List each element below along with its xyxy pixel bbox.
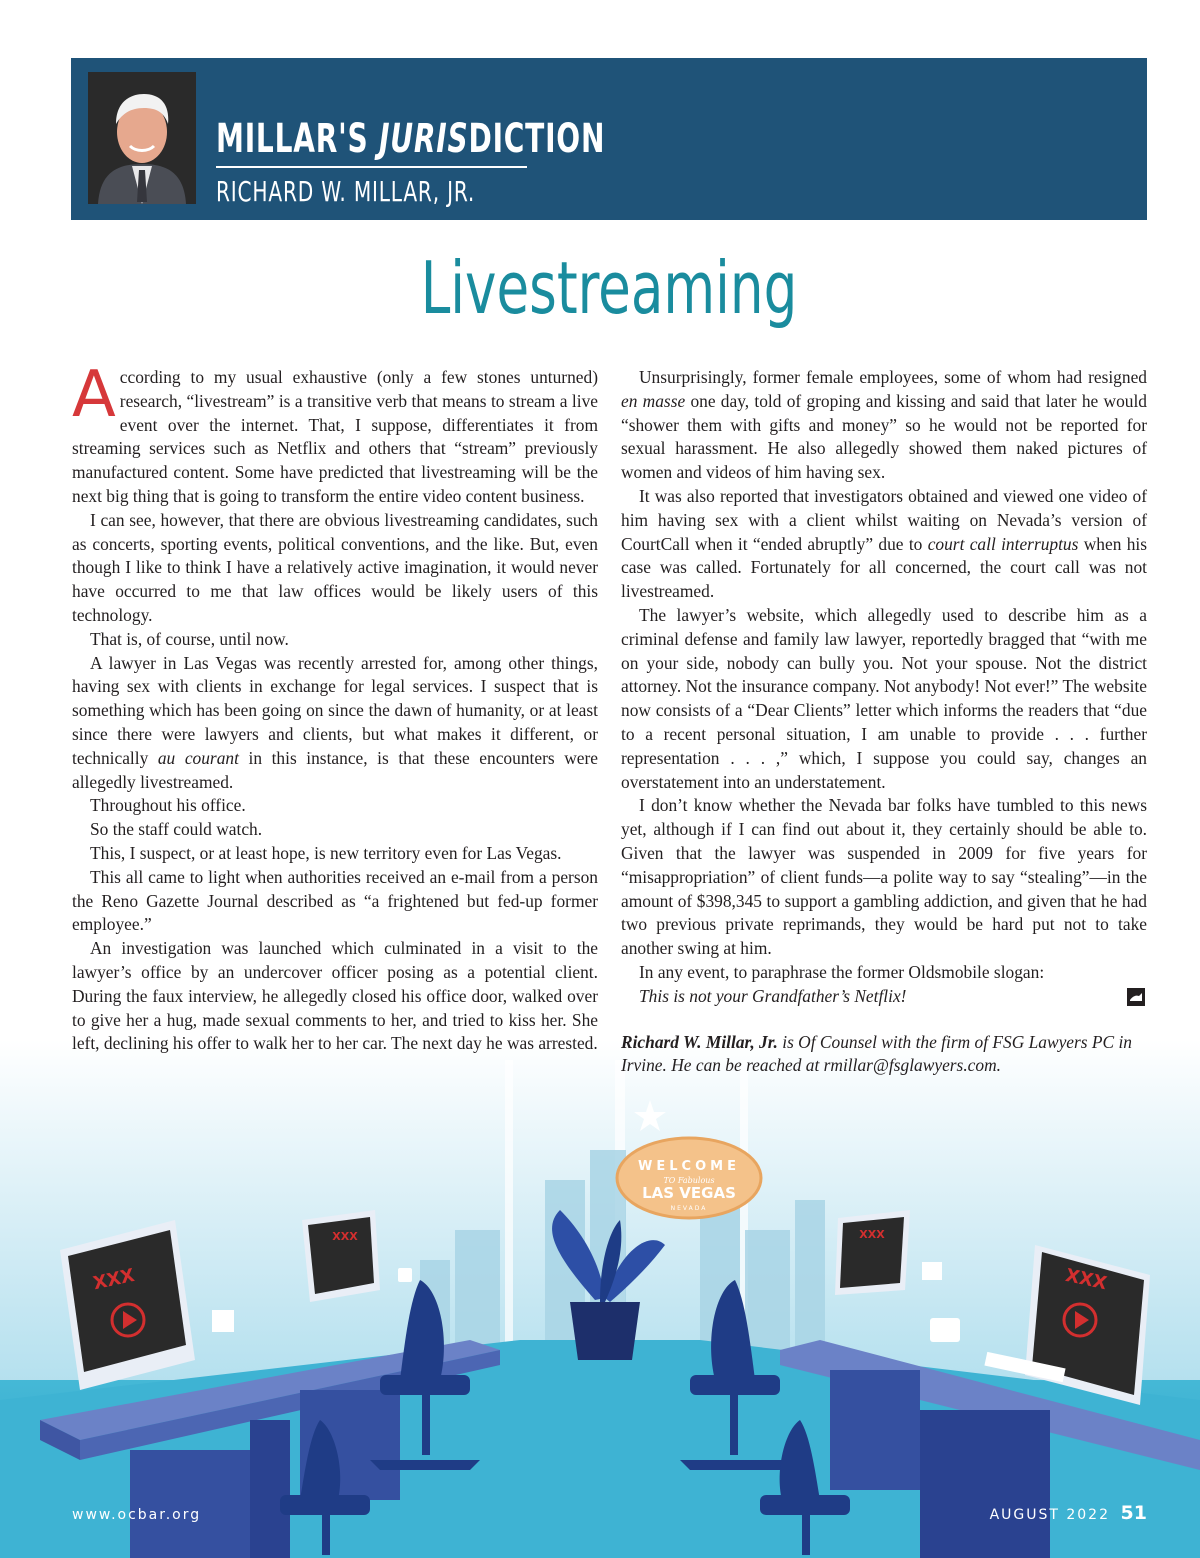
paragraph: Unsurprisingly, former female employees, some of whom had resigned en masse one day, told of groping and kissing and said that later he would “shower them with gifts and money” so he would not be reported for sexual harassment. He also allegedly showed them naked pictures of women and videos of him having sex. (621, 367, 1147, 483)
footer-issue: AUGUST 2022 (989, 1507, 1110, 1523)
monitor-left-front (60, 1220, 195, 1390)
right-column (621, 366, 1147, 1078)
paragraph: An investigation was launched which culminated in a visit to the lawyer’s office by an undercover officer posing as a potential client. During the faux interview, he allegedly closed his office door, walked over to give her a hug, made sexual comments to her, and tried to kiss her. She left, declining his offer to walk her to her car. The next day he was arrested. (72, 938, 598, 1054)
paragraph: That is, of course, until now. (90, 628, 289, 649)
monitor-left-back (302, 1210, 380, 1302)
sign-welcome: WELCOME (638, 1159, 740, 1174)
paragraph: Throughout his office. (90, 795, 246, 816)
footer-website: www.ocbar.org (72, 1507, 202, 1523)
end-mark-icon (1127, 988, 1145, 1006)
paragraph: So the staff could watch. (90, 819, 263, 840)
paragraph: In any event, to paraphrase the former Oldsmobile slogan: (639, 961, 1045, 982)
article-headline: Livestreaming (420, 246, 798, 330)
monitor-label: XXX (859, 1228, 885, 1241)
left-column (72, 358, 598, 1056)
paragraph: I don’t know whether the Nevada bar folks have tumbled to this news yet, although if I can find out about it, they certainly should be able to. Given that the lawyer was suspended in 2009 for five years for “misappropriation” of client funds—a polite way to say “stealing”—in the amount of $398,345 to support a gambling addiction, and given that he had two previous private reprimands, they would be hard put not to take another swing at him. (621, 795, 1147, 959)
paragraph: A lawyer in Las Vegas was recently arrested for, among other things, having sex with clients in exchange for legal services. I suspect that is something which has been going on since the dawn of humanity, or at least since there were lawyers and clients, but what makes it different, or technically au courant in this instance, is that these encounters were allegedly livestreamed. (72, 652, 598, 792)
title-rule (216, 166, 527, 168)
monitor-label: XXX (332, 1230, 358, 1243)
desk-plant (212, 1310, 234, 1332)
desk-plant (922, 1262, 942, 1280)
office-illustration (0, 1040, 1200, 1558)
monitor-label: XXX (91, 1265, 137, 1295)
sign-city: LAS VEGAS (642, 1184, 736, 1202)
sign-to: TO Fabulous (663, 1176, 715, 1185)
paragraph: It was also reported that investigators obtained and viewed one video of him having sex with a client whilst waiting on Nevada’s version of CourtCall when it “ended abruptly” due to court call interruptus when his case was called. Fortunately for all concerned, the court call was not livestreamed. (621, 485, 1147, 602)
author-name: RICHARD W. MILLAR, JR. (216, 175, 476, 208)
column-title: MILLAR'S JURISDICTION (216, 116, 606, 162)
closing-line: This is not your Grandfather’s Netflix! (639, 985, 907, 1006)
author-bio: Richard W. Millar, Jr. is Of Counsel with the firm of FSG Lawyers PC in Irvine. He can be reached at rmillar@fsglawyers.com. (621, 1031, 1132, 1076)
page-number: 51 (1120, 1502, 1147, 1524)
mug (398, 1268, 412, 1282)
column-banner (71, 58, 1147, 220)
author-photo (88, 72, 196, 204)
drop-cap: A (72, 358, 116, 432)
mug (930, 1318, 960, 1342)
paragraph: I can see, however, that there are obvious livestreaming candidates, such as concerts, sporting events, political conventions, and the like. But, even though I like to think I have a relatively active imagination, it would never have occurred to me that law offices would be likely users of this technology. (72, 509, 598, 625)
monitor-label: XXX (1063, 1265, 1109, 1295)
paragraph: According to my usual exhaustive (only a few stones unturned) research, “livestream” is a transitive verb that means to stream a live event over the internet. That, I suppose, differentiates it from streaming services such as Netflix and others that “stream” previously manufactured content. Some have predicted that livestreaming will be the next big thing that is going to transform the entire video content business. (72, 358, 598, 506)
monitor-right-back (835, 1210, 910, 1295)
paragraph: The lawyer’s website, which allegedly used to describe him as a criminal defense and family law lawyer, reportedly bragged that “with me on your side, nobody can bully you. Not your spouse. Not the district attorney. Not the insurance company. Not anybody! Not ever!” The website now consists of a “Dear Clients” letter which informs the readers that “due to a recent personal situation, I am unable to provide . . . further representation . . . ,” which, I suppose you could say, changes an overstatement into an understatement. (621, 604, 1147, 792)
paragraph: This, I suspect, or at least hope, is new territory even for Las Vegas. (90, 842, 562, 863)
paragraph: This all came to light when authorities received an e-mail from a person the Reno Gazette Journal described as “a frightened but fed-up former employee.” (72, 866, 598, 935)
sign-state: NEVADA (670, 1205, 708, 1212)
